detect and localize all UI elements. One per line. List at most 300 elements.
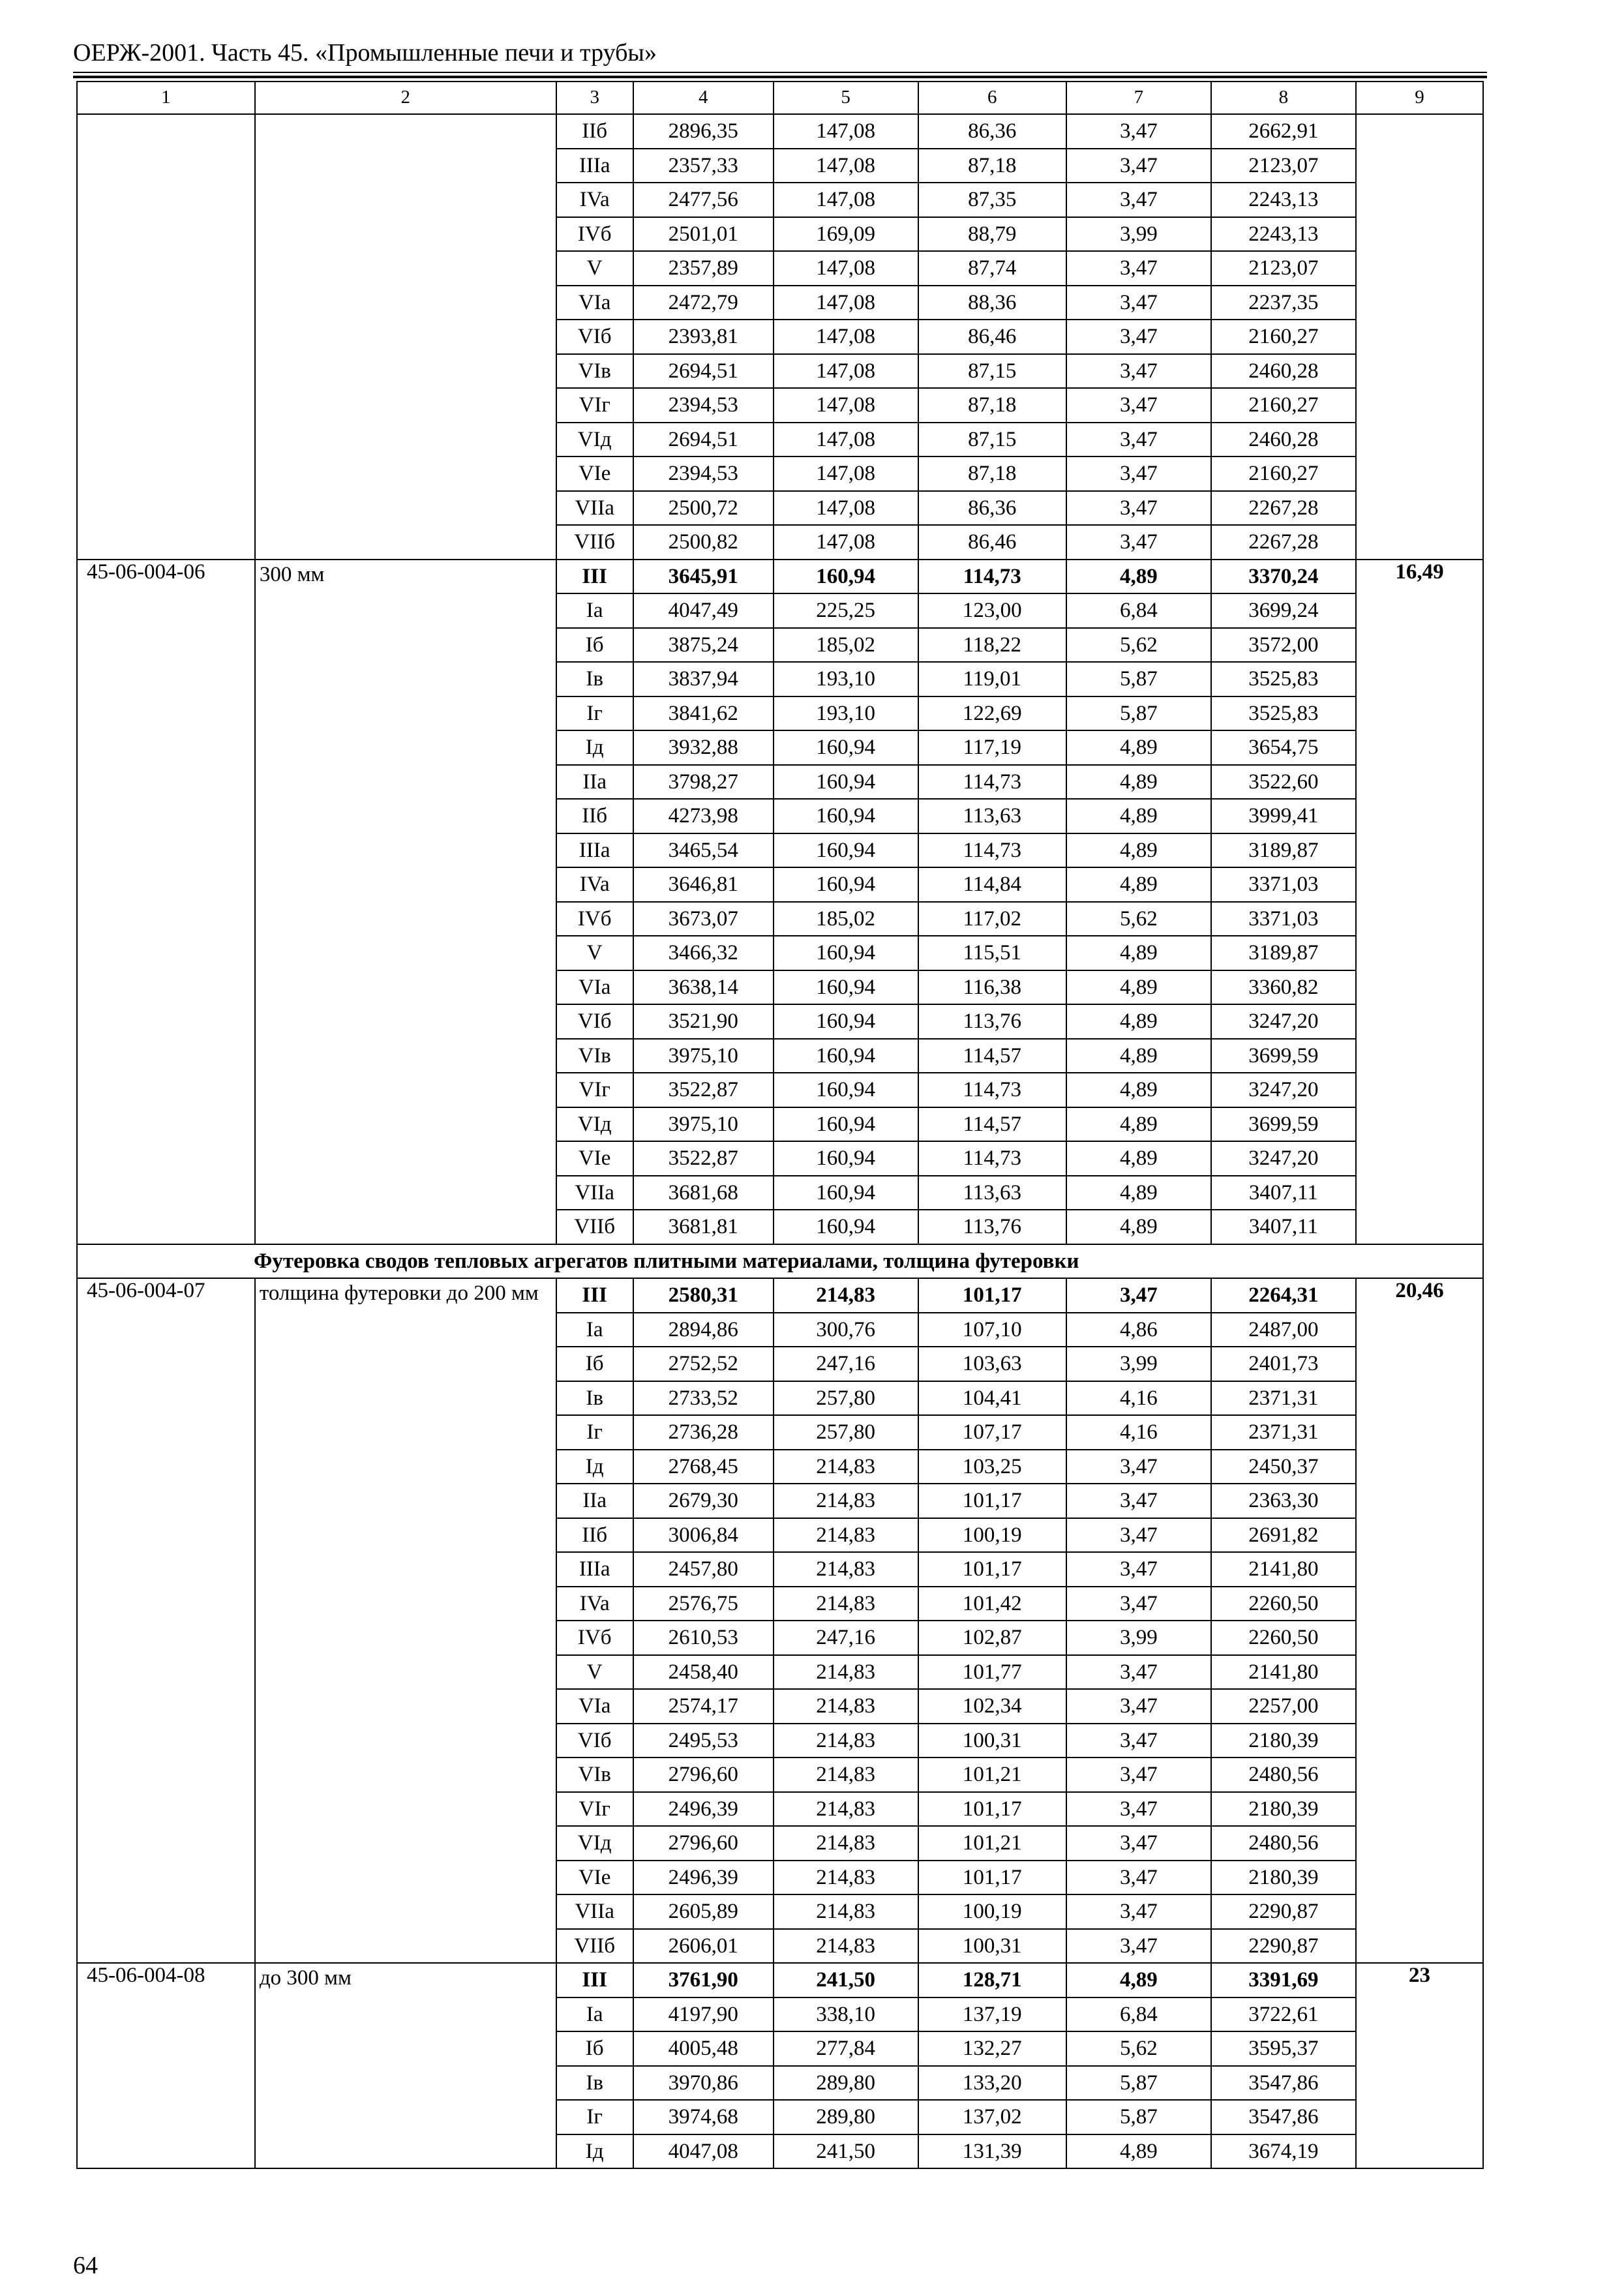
rate-code	[77, 1107, 255, 1142]
materials-cost: 2267,28	[1211, 525, 1356, 560]
zone-code: Iг	[556, 2100, 633, 2134]
table-row	[77, 1861, 1483, 1895]
machine-cost: 87,18	[918, 388, 1066, 423]
labor-cost	[1356, 799, 1483, 833]
table-row	[77, 1450, 1483, 1484]
materials-cost: 2237,35	[1211, 286, 1356, 320]
work-description	[255, 765, 556, 800]
materials-cost: 2371,31	[1211, 1381, 1356, 1416]
machine-cost: 100,31	[918, 1724, 1066, 1758]
table-row	[77, 1792, 1483, 1827]
materials-cost: 3370,24	[1211, 560, 1356, 594]
rate-code	[77, 2066, 255, 2101]
materials-cost: 2260,50	[1211, 1621, 1356, 1655]
column-number: 9	[1356, 82, 1483, 114]
labor-cost	[1356, 1347, 1483, 1381]
driver-wages: 3,47	[1066, 388, 1211, 423]
machine-cost: 101,77	[918, 1655, 1066, 1690]
wages: 241,50	[774, 2134, 918, 2169]
column-number: 8	[1211, 82, 1356, 114]
rate-code: 45-06-004-07	[77, 1278, 255, 1313]
zone-code: Iб	[556, 1347, 633, 1381]
materials-cost: 2363,30	[1211, 1484, 1356, 1518]
machine-cost: 114,57	[918, 1039, 1066, 1073]
work-description	[255, 936, 556, 970]
wages: 289,80	[774, 2066, 918, 2101]
zone-code: VIг	[556, 388, 633, 423]
driver-wages: 3,47	[1066, 1894, 1211, 1929]
rate-code	[77, 593, 255, 628]
rate-code: 45-06-004-06	[77, 560, 255, 594]
labor-cost	[1356, 2100, 1483, 2134]
labor-cost	[1356, 1724, 1483, 1758]
rate-code	[77, 1518, 255, 1553]
total-cost: 2500,72	[633, 491, 774, 526]
materials-cost: 2267,28	[1211, 491, 1356, 526]
materials-cost: 2480,56	[1211, 1826, 1356, 1861]
wages: 147,08	[774, 320, 918, 354]
table-row	[77, 1826, 1483, 1861]
materials-cost: 2460,28	[1211, 423, 1356, 457]
driver-wages: 3,47	[1066, 1689, 1211, 1724]
work-description	[255, 628, 556, 663]
rate-code	[77, 251, 255, 286]
wages: 193,10	[774, 662, 918, 696]
rate-code	[77, 799, 255, 833]
labor-cost	[1356, 1997, 1483, 2032]
wages: 225,25	[774, 593, 918, 628]
work-description	[255, 1107, 556, 1142]
machine-cost: 122,69	[918, 696, 1066, 731]
zone-code: VIд	[556, 1826, 633, 1861]
labor-cost	[1356, 354, 1483, 389]
materials-cost: 2180,39	[1211, 1792, 1356, 1827]
driver-wages: 4,89	[1066, 1210, 1211, 1244]
machine-cost: 123,00	[918, 593, 1066, 628]
total-cost: 2457,80	[633, 1552, 774, 1587]
machine-cost: 101,42	[918, 1587, 1066, 1621]
machine-cost: 102,34	[918, 1689, 1066, 1724]
wages: 160,94	[774, 1210, 918, 1244]
driver-wages: 3,47	[1066, 320, 1211, 354]
total-cost: 3522,87	[633, 1141, 774, 1176]
rate-code	[77, 423, 255, 457]
wages: 214,83	[774, 1929, 918, 1964]
zone-code: VIe	[556, 1141, 633, 1176]
rate-code	[77, 149, 255, 183]
total-cost: 3673,07	[633, 902, 774, 936]
labor-cost	[1356, 149, 1483, 183]
materials-cost: 2243,13	[1211, 183, 1356, 217]
zone-code: IIIa	[556, 833, 633, 868]
work-description	[255, 799, 556, 833]
driver-wages: 4,16	[1066, 1415, 1211, 1450]
wages: 147,08	[774, 456, 918, 491]
wages: 160,94	[774, 799, 918, 833]
machine-cost: 101,17	[918, 1552, 1066, 1587]
work-description	[255, 2134, 556, 2169]
zone-code: VIa	[556, 1689, 633, 1724]
labor-cost	[1356, 593, 1483, 628]
driver-wages: 4,89	[1066, 560, 1211, 594]
driver-wages: 4,89	[1066, 833, 1211, 868]
wages: 214,83	[774, 1655, 918, 1690]
column-numbers-row	[77, 82, 1483, 114]
wages: 160,94	[774, 1176, 918, 1210]
labor-cost	[1356, 867, 1483, 902]
table-row	[77, 354, 1483, 389]
table-row	[77, 799, 1483, 833]
wages: 147,08	[774, 491, 918, 526]
page-number: 64	[73, 2252, 98, 2279]
machine-cost: 103,63	[918, 1347, 1066, 1381]
machine-cost: 113,76	[918, 1210, 1066, 1244]
labor-cost: 23	[1356, 1963, 1483, 1997]
zone-code: VIa	[556, 970, 633, 1005]
machine-cost: 87,15	[918, 354, 1066, 389]
total-cost: 2495,53	[633, 1724, 774, 1758]
driver-wages: 3,47	[1066, 456, 1211, 491]
table-row	[77, 1724, 1483, 1758]
driver-wages: 3,47	[1066, 1655, 1211, 1690]
wages: 214,83	[774, 1278, 918, 1313]
wages: 160,94	[774, 730, 918, 765]
table-row	[77, 765, 1483, 800]
labor-cost	[1356, 1587, 1483, 1621]
total-cost: 4197,90	[633, 1997, 774, 2032]
table-row	[77, 936, 1483, 970]
work-description	[255, 251, 556, 286]
work-description	[255, 1758, 556, 1792]
work-description	[255, 1381, 556, 1416]
wages: 160,94	[774, 867, 918, 902]
work-description	[255, 1689, 556, 1724]
wages: 214,83	[774, 1484, 918, 1518]
total-cost: 3798,27	[633, 765, 774, 800]
total-cost: 2752,52	[633, 1347, 774, 1381]
materials-cost: 2243,13	[1211, 217, 1356, 252]
total-cost: 2768,45	[633, 1450, 774, 1484]
machine-cost: 118,22	[918, 628, 1066, 663]
rate-code	[77, 1997, 255, 2032]
driver-wages: 3,47	[1066, 286, 1211, 320]
machine-cost: 87,15	[918, 423, 1066, 457]
driver-wages: 3,47	[1066, 1758, 1211, 1792]
work-description	[255, 867, 556, 902]
wages: 214,83	[774, 1518, 918, 1553]
wages: 147,08	[774, 183, 918, 217]
table-row	[77, 423, 1483, 457]
rate-code	[77, 456, 255, 491]
driver-wages: 4,89	[1066, 1107, 1211, 1142]
driver-wages: 4,89	[1066, 1141, 1211, 1176]
driver-wages: 5,62	[1066, 902, 1211, 936]
labor-cost	[1356, 1107, 1483, 1142]
driver-wages: 4,16	[1066, 1381, 1211, 1416]
materials-cost: 2141,80	[1211, 1552, 1356, 1587]
machine-cost: 137,19	[918, 1997, 1066, 2032]
zone-code: III	[556, 560, 633, 594]
labor-cost	[1356, 1518, 1483, 1553]
machine-cost: 115,51	[918, 936, 1066, 970]
work-description	[255, 1313, 556, 1347]
total-cost: 4047,49	[633, 593, 774, 628]
rate-code	[77, 1689, 255, 1724]
table-row	[77, 1107, 1483, 1142]
machine-cost: 87,35	[918, 183, 1066, 217]
labor-cost	[1356, 1621, 1483, 1655]
materials-cost: 2123,07	[1211, 149, 1356, 183]
wages: 247,16	[774, 1347, 918, 1381]
table-row	[77, 1518, 1483, 1553]
zone-code: VIб	[556, 320, 633, 354]
labor-cost	[1356, 1894, 1483, 1929]
table-row	[77, 1210, 1483, 1244]
zone-code: VIe	[556, 456, 633, 491]
labor-cost	[1356, 902, 1483, 936]
work-description	[255, 1073, 556, 1107]
total-cost: 2679,30	[633, 1484, 774, 1518]
driver-wages: 3,47	[1066, 354, 1211, 389]
machine-cost: 86,36	[918, 491, 1066, 526]
work-description	[255, 388, 556, 423]
zone-code: Iб	[556, 2031, 633, 2066]
driver-wages: 3,47	[1066, 423, 1211, 457]
work-description	[255, 1484, 556, 1518]
wages: 147,08	[774, 354, 918, 389]
table-row	[77, 1894, 1483, 1929]
materials-cost: 3247,20	[1211, 1004, 1356, 1039]
rate-code	[77, 1347, 255, 1381]
labor-cost	[1356, 1450, 1483, 1484]
rate-code	[77, 114, 255, 149]
rate-code	[77, 1141, 255, 1176]
machine-cost: 101,17	[918, 1792, 1066, 1827]
total-cost: 2606,01	[633, 1929, 774, 1964]
rate-code	[77, 2134, 255, 2169]
labor-cost	[1356, 114, 1483, 149]
zone-code: Iг	[556, 1415, 633, 1450]
wages: 147,08	[774, 114, 918, 149]
labor-cost	[1356, 423, 1483, 457]
driver-wages: 6,84	[1066, 1997, 1211, 2032]
zone-code: Iд	[556, 730, 633, 765]
driver-wages: 4,89	[1066, 1004, 1211, 1039]
driver-wages: 5,87	[1066, 696, 1211, 731]
work-description	[255, 1210, 556, 1244]
labor-cost	[1356, 833, 1483, 868]
wages: 160,94	[774, 560, 918, 594]
materials-cost: 3572,00	[1211, 628, 1356, 663]
materials-cost: 2180,39	[1211, 1724, 1356, 1758]
column-number: 5	[774, 82, 918, 114]
zone-code: IIIa	[556, 149, 633, 183]
work-description	[255, 525, 556, 560]
driver-wages: 4,89	[1066, 799, 1211, 833]
zone-code: V	[556, 936, 633, 970]
table-row	[77, 1278, 1483, 1313]
materials-cost: 3371,03	[1211, 867, 1356, 902]
materials-cost: 2160,27	[1211, 320, 1356, 354]
zone-code: Iг	[556, 696, 633, 731]
table-row	[77, 867, 1483, 902]
driver-wages: 3,47	[1066, 183, 1211, 217]
labor-cost	[1356, 1484, 1483, 1518]
rate-code	[77, 1929, 255, 1964]
page-header-title: ОЕРЖ-2001. Часть 45. «Промышленные печи и трубы»	[73, 39, 657, 67]
total-cost: 2610,53	[633, 1621, 774, 1655]
work-description	[255, 1450, 556, 1484]
rate-code	[77, 662, 255, 696]
table-row	[77, 2100, 1483, 2134]
machine-cost: 100,19	[918, 1894, 1066, 1929]
zone-code: VIд	[556, 1107, 633, 1142]
zone-code: Iб	[556, 628, 633, 663]
zone-code: VIв	[556, 1039, 633, 1073]
labor-cost	[1356, 1861, 1483, 1895]
zone-code: IIa	[556, 765, 633, 800]
zone-code: IVб	[556, 217, 633, 252]
machine-cost: 87,18	[918, 149, 1066, 183]
wages: 214,83	[774, 1861, 918, 1895]
table-row	[77, 2031, 1483, 2066]
materials-cost: 2460,28	[1211, 354, 1356, 389]
materials-cost: 3391,69	[1211, 1963, 1356, 1997]
wages: 247,16	[774, 1621, 918, 1655]
table-row	[77, 2134, 1483, 2169]
labor-cost	[1356, 1141, 1483, 1176]
total-cost: 3974,68	[633, 2100, 774, 2134]
driver-wages: 5,62	[1066, 628, 1211, 663]
labor-cost	[1356, 2031, 1483, 2066]
work-description	[255, 423, 556, 457]
rate-code	[77, 628, 255, 663]
machine-cost: 114,73	[918, 765, 1066, 800]
table-row	[77, 662, 1483, 696]
materials-cost: 2371,31	[1211, 1415, 1356, 1450]
column-number: 6	[918, 82, 1066, 114]
rate-code	[77, 388, 255, 423]
machine-cost: 119,01	[918, 662, 1066, 696]
table-row	[77, 593, 1483, 628]
labor-cost	[1356, 1552, 1483, 1587]
wages: 147,08	[774, 286, 918, 320]
table-row	[77, 251, 1483, 286]
wages: 147,08	[774, 388, 918, 423]
work-description	[255, 833, 556, 868]
labor-cost	[1356, 936, 1483, 970]
driver-wages: 3,47	[1066, 491, 1211, 526]
materials-cost: 3247,20	[1211, 1141, 1356, 1176]
rate-code	[77, 1073, 255, 1107]
rate-code	[77, 1587, 255, 1621]
materials-cost: 2450,37	[1211, 1450, 1356, 1484]
total-cost: 2894,86	[633, 1313, 774, 1347]
materials-cost: 3371,03	[1211, 902, 1356, 936]
labor-cost	[1356, 1655, 1483, 1690]
table-row	[77, 183, 1483, 217]
wages: 214,83	[774, 1587, 918, 1621]
machine-cost: 114,73	[918, 833, 1066, 868]
zone-code: VIв	[556, 354, 633, 389]
driver-wages: 3,47	[1066, 525, 1211, 560]
zone-code: III	[556, 1278, 633, 1313]
rate-code	[77, 1826, 255, 1861]
total-cost: 2574,17	[633, 1689, 774, 1724]
work-description	[255, 1518, 556, 1553]
materials-cost: 3595,37	[1211, 2031, 1356, 2066]
machine-cost: 88,36	[918, 286, 1066, 320]
table-row	[77, 1313, 1483, 1347]
wages: 160,94	[774, 936, 918, 970]
work-description	[255, 1176, 556, 1210]
work-description	[255, 1861, 556, 1895]
driver-wages: 4,89	[1066, 2134, 1211, 2169]
table-row	[77, 286, 1483, 320]
labor-cost	[1356, 1689, 1483, 1724]
materials-cost: 3547,86	[1211, 2066, 1356, 2101]
materials-cost: 2260,50	[1211, 1587, 1356, 1621]
rate-code	[77, 1210, 255, 1244]
column-number: 4	[633, 82, 774, 114]
work-description	[255, 1347, 556, 1381]
rate-code	[77, 902, 255, 936]
wages: 214,83	[774, 1724, 918, 1758]
work-description	[255, 183, 556, 217]
table-row	[77, 696, 1483, 731]
rate-code: 45-06-004-08	[77, 1963, 255, 1997]
table-body	[77, 82, 1483, 2168]
driver-wages: 3,47	[1066, 1826, 1211, 1861]
zone-code: VIIa	[556, 1176, 633, 1210]
rate-code	[77, 1415, 255, 1450]
work-description	[255, 491, 556, 526]
work-description	[255, 1587, 556, 1621]
driver-wages: 3,47	[1066, 1484, 1211, 1518]
work-description	[255, 320, 556, 354]
labor-cost	[1356, 1826, 1483, 1861]
table-row	[77, 902, 1483, 936]
materials-cost: 3699,59	[1211, 1107, 1356, 1142]
driver-wages: 4,89	[1066, 1039, 1211, 1073]
total-cost: 2796,60	[633, 1758, 774, 1792]
machine-cost: 114,57	[918, 1107, 1066, 1142]
table-row	[77, 1963, 1483, 1997]
total-cost: 3761,90	[633, 1963, 774, 1997]
rate-code	[77, 183, 255, 217]
zone-code: Iв	[556, 662, 633, 696]
wages: 214,83	[774, 1689, 918, 1724]
labor-cost	[1356, 970, 1483, 1005]
materials-cost: 3525,83	[1211, 662, 1356, 696]
rate-code	[77, 354, 255, 389]
labor-cost	[1356, 1313, 1483, 1347]
wages: 147,08	[774, 149, 918, 183]
work-description	[255, 1792, 556, 1827]
rate-code	[77, 1313, 255, 1347]
driver-wages: 3,47	[1066, 1724, 1211, 1758]
work-description	[255, 730, 556, 765]
rate-code	[77, 936, 255, 970]
wages: 289,80	[774, 2100, 918, 2134]
driver-wages: 3,47	[1066, 1587, 1211, 1621]
wages: 169,09	[774, 217, 918, 252]
zone-code: VIг	[556, 1792, 633, 1827]
work-description	[255, 902, 556, 936]
zone-code: VIe	[556, 1861, 633, 1895]
wages: 193,10	[774, 696, 918, 731]
total-cost: 2733,52	[633, 1381, 774, 1416]
